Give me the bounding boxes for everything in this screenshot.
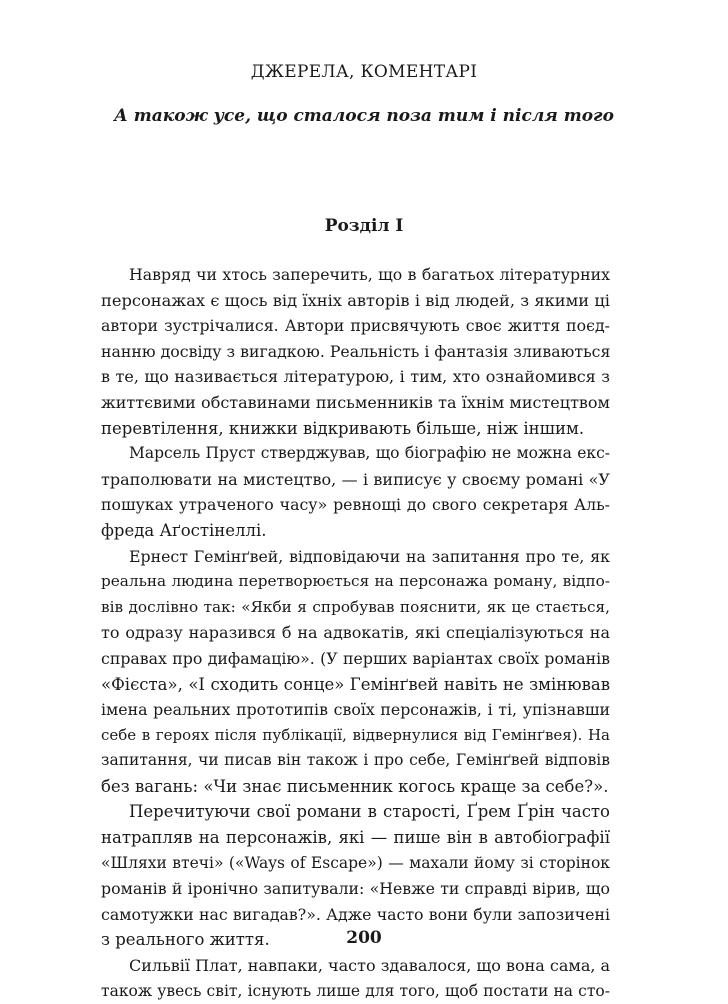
text-line: життєвими обставинами письменників та їхнім мистецтвом	[101, 392, 610, 412]
paragraph	[101, 262, 610, 441]
text-line: запитання, чи писав він також і про себе, Гемінґвей відповів	[101, 751, 610, 770]
text-line: імена реальних прототипів своїх персонажів, і ті, упізнавши	[101, 700, 610, 720]
text-line: Навряд чи хтось заперечить, що в багатьох літературних	[129, 265, 610, 284]
text-line: Перечитуючи свої романи в старості, Ґрем Ґрін часто	[129, 802, 610, 822]
text-line: перевтілення, книжки відкривають більше, ніж іншим.	[101, 418, 585, 438]
text-line: себе в героях після публікації, відвернулися від Гемінґвея). На	[101, 725, 610, 744]
text-line: без вагань: «Чи знає письменник когось краще за себе?».	[101, 776, 609, 796]
text-line: справах про дифамацію». (У перших варіантах своїх романів	[101, 648, 610, 668]
text-line: романів й іронічно запитували: «Невже ти справді вірив, що	[101, 879, 610, 899]
text-line: з реального життя.	[101, 930, 270, 950]
paragraph	[101, 441, 610, 543]
text-line: Ернест Гемінґвей, відповідаючи на запитання про те, як	[129, 546, 610, 566]
text-line: натрапляв на персонажів, які — пише він в автобіографії	[101, 828, 610, 848]
body-text	[101, 262, 610, 1004]
text-line: фреда Аґостінеллі.	[101, 520, 267, 540]
epigraph: А також усе, що сталося поза тим і після того	[114, 106, 614, 126]
text-line: нанню досвіду з вигадкою. Реальність і фантазія зливаються	[101, 341, 611, 361]
text-line: в те, що називається літературою, і тим, хто ознайомився з	[101, 367, 610, 387]
text-line: самотужки нас вигадав?». Адже часто вони були запозичені	[101, 904, 610, 924]
text-line: також увесь світ, існують лише для того, щоб постати на сто-	[101, 981, 610, 1000]
text-line: реальна людина перетворюється на персонажа роману, відпо-	[101, 572, 610, 591]
text-line: «Фієста», «І сходить сонце» Гемінґвей навіть не змінював	[101, 674, 610, 694]
paragraph	[101, 544, 610, 800]
page-number: 200	[346, 928, 382, 948]
text-line: траполювати на мистецтво, — і виписує у своєму романі «У	[101, 469, 610, 489]
text-line: автори зустрічалися. Автори присвячують своє життя поєд-	[101, 316, 610, 336]
text-line: вів дослівно так: «Якби я спробував пояснити, як це стається,	[101, 597, 610, 616]
running-head: ДЖЕРЕЛА, КОМЕНТАРІ	[250, 62, 478, 82]
text-line: Сильвії Плат, навпаки, часто здавалося, що вона сама, а	[129, 956, 611, 976]
text-line: Марсель Пруст стверджував, що біографію не можна екс-	[129, 444, 610, 463]
text-line: «Шляхи втечі» («Ways of Escape») — махали йому зі сторінок	[101, 853, 610, 872]
text-line: персонажах є щось від їхніх авторів і від людей, з якими ці	[101, 290, 610, 310]
section-title: Розділ I	[324, 216, 404, 236]
text-line: то одразу наразився б на адвокатів, які спеціалізуються на	[101, 623, 610, 643]
text-line: пошуках утраченого часу» ревнощі до свого секретаря Аль-	[101, 495, 610, 515]
paragraph	[101, 953, 610, 1004]
